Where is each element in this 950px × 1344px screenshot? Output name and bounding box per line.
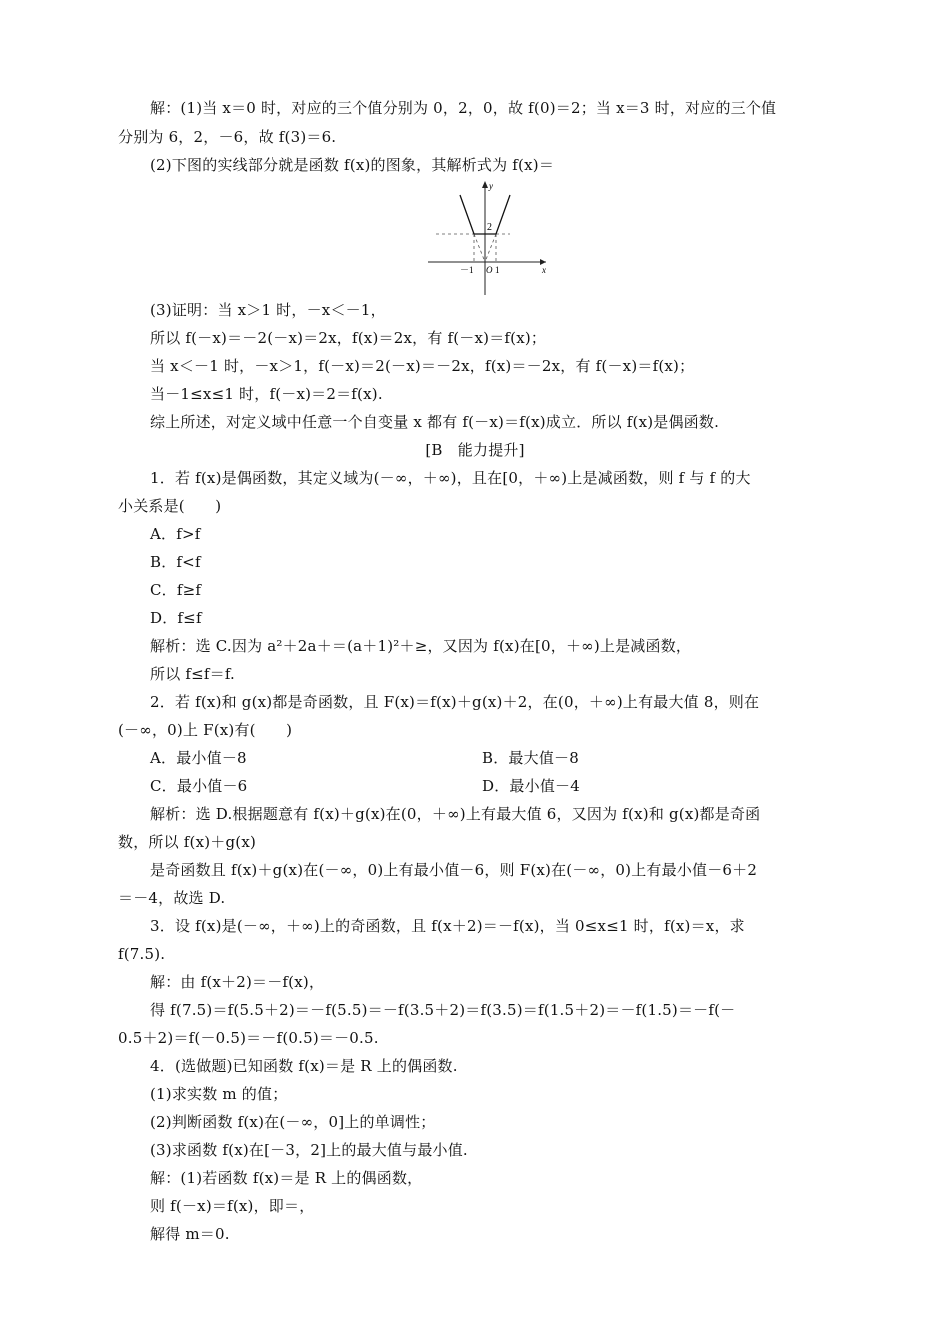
question-stem: 3．设 f(x)是(－∞，＋∞)上的奇函数，且 f(x＋2)＝－f(x)，当 0≤x≤1 时，f(x)＝x，求 <box>150 917 745 935</box>
option-c: C．f≥f <box>150 581 202 599</box>
solution-line: 当 x＜－1 时，－x＞1，f(－x)＝2(－x)＝－2x，f(x)＝－2x，有 f(－x)＝f(x)； <box>150 357 695 375</box>
question-stem: (－∞，0)上 F(x)有( ) <box>118 721 293 739</box>
option-d: D．f≤f <box>150 609 202 627</box>
solution-line: 则 f(－x)＝f(x)，即＝， <box>150 1197 315 1215</box>
question-stem: 2．若 f(x)和 g(x)都是奇函数，且 F(x)＝f(x)＋g(x)＋2，在(0，＋∞)上有最大值 8，则在 <box>150 693 760 711</box>
option-a: A．最小值－8 <box>150 749 247 767</box>
analysis-line: 所以 f≤f＝f. <box>150 665 236 683</box>
analysis-line: 数，所以 f(x)＋g(x) <box>118 833 257 851</box>
question-stem: f(7.5). <box>118 945 166 963</box>
analysis-line: 是奇函数且 f(x)＋g(x)在(－∞，0)上有最小值－6，则 F(x)在(－∞，0)上有最小值－6＋2 <box>150 861 758 879</box>
solution-line: 所以 f(－x)＝－2(－x)＝2x，f(x)＝2x，有 f(－x)＝f(x)； <box>150 329 547 347</box>
x-axis-label: x <box>542 265 546 275</box>
sub-question: (3)求函数 f(x)在[－3，2]上的最大值与最小值. <box>150 1141 468 1159</box>
question-stem: 1．若 f(x)是偶函数，其定义域为(－∞，＋∞)，且在[0，＋∞)上是减函数，则 f 与 f 的大 <box>150 469 751 487</box>
dashed-line-right-v <box>485 234 496 262</box>
question-stem: 小关系是( ) <box>118 497 222 515</box>
sub-question: (2)判断函数 f(x)在(－∞，0]上的单调性； <box>150 1113 436 1131</box>
solution-line: 解得 m＝0. <box>150 1225 230 1243</box>
solution-line: 解：(1)若函数 f(x)＝是 R 上的偶函数， <box>150 1169 423 1187</box>
solution-line: 解：(1)当 x＝0 时，对应的三个值分别为 0，2，0，故 f(0)＝2；当 x＝3 时，对应的三个值 <box>150 99 777 117</box>
tick-label-neg1: －1 <box>460 265 474 275</box>
origin-label: O <box>486 265 493 275</box>
option-c: C．最小值－6 <box>150 777 248 795</box>
y-axis-label: y <box>489 181 493 191</box>
solution-line: (2)下图的实线部分就是函数 f(x)的图象，其解析式为 f(x)＝ <box>150 156 555 174</box>
tick-label-1: 1 <box>495 265 500 275</box>
solution-line: 分别为 6，2，－6，故 f(3)＝6. <box>118 128 337 146</box>
option-a: A．f>f <box>150 525 201 543</box>
analysis-line: ＝－4，故选 D. <box>118 889 226 907</box>
option-b: B．f<f <box>150 553 201 571</box>
analysis-line: 解析：选 D.根据题意有 f(x)＋g(x)在(0，＋∞)上有最大值 6，又因为 f(x)和 g(x)都是奇函 <box>150 805 761 823</box>
analysis-line: 解析：选 C.因为 a²＋2a＋＝(a＋1)²＋≥，又因为 f(x)在[0，＋∞)上是减函数， <box>150 637 692 655</box>
option-d: D．最小值－4 <box>482 777 580 795</box>
section-title: [B 能力提升] <box>425 441 525 459</box>
solution-line: 0.5＋2)＝f(－0.5)＝－f(0.5)＝－0.5. <box>118 1029 379 1047</box>
solution-line: 得 f(7.5)＝f(5.5＋2)＝－f(5.5)＝－f(3.5＋2)＝f(3.5)＝f(1.5＋2)＝－f(1.5)＝－f(－ <box>150 1001 736 1019</box>
y-axis-arrow <box>482 181 488 188</box>
solution-line: 解：由 f(x＋2)＝－f(x)， <box>150 973 325 991</box>
solution-line: 综上所述，对定义域中任意一个自变量 x 都有 f(－x)＝f(x)成立．所以 f(x)是偶函数. <box>150 413 720 431</box>
question-stem: 4．(选做题)已知函数 f(x)＝是 R 上的偶函数. <box>150 1057 458 1075</box>
function-graph <box>428 177 552 297</box>
solution-line: (3)证明：当 x＞1 时，－x＜－1， <box>150 301 386 319</box>
tick-label-2: 2 <box>487 222 492 233</box>
dashed-line-left-v <box>474 234 485 262</box>
sub-question: (1)求实数 m 的值； <box>150 1085 288 1103</box>
solution-line: 当－1≤x≤1 时，f(－x)＝2＝f(x). <box>150 385 383 403</box>
option-b: B．最大值－8 <box>482 749 579 767</box>
